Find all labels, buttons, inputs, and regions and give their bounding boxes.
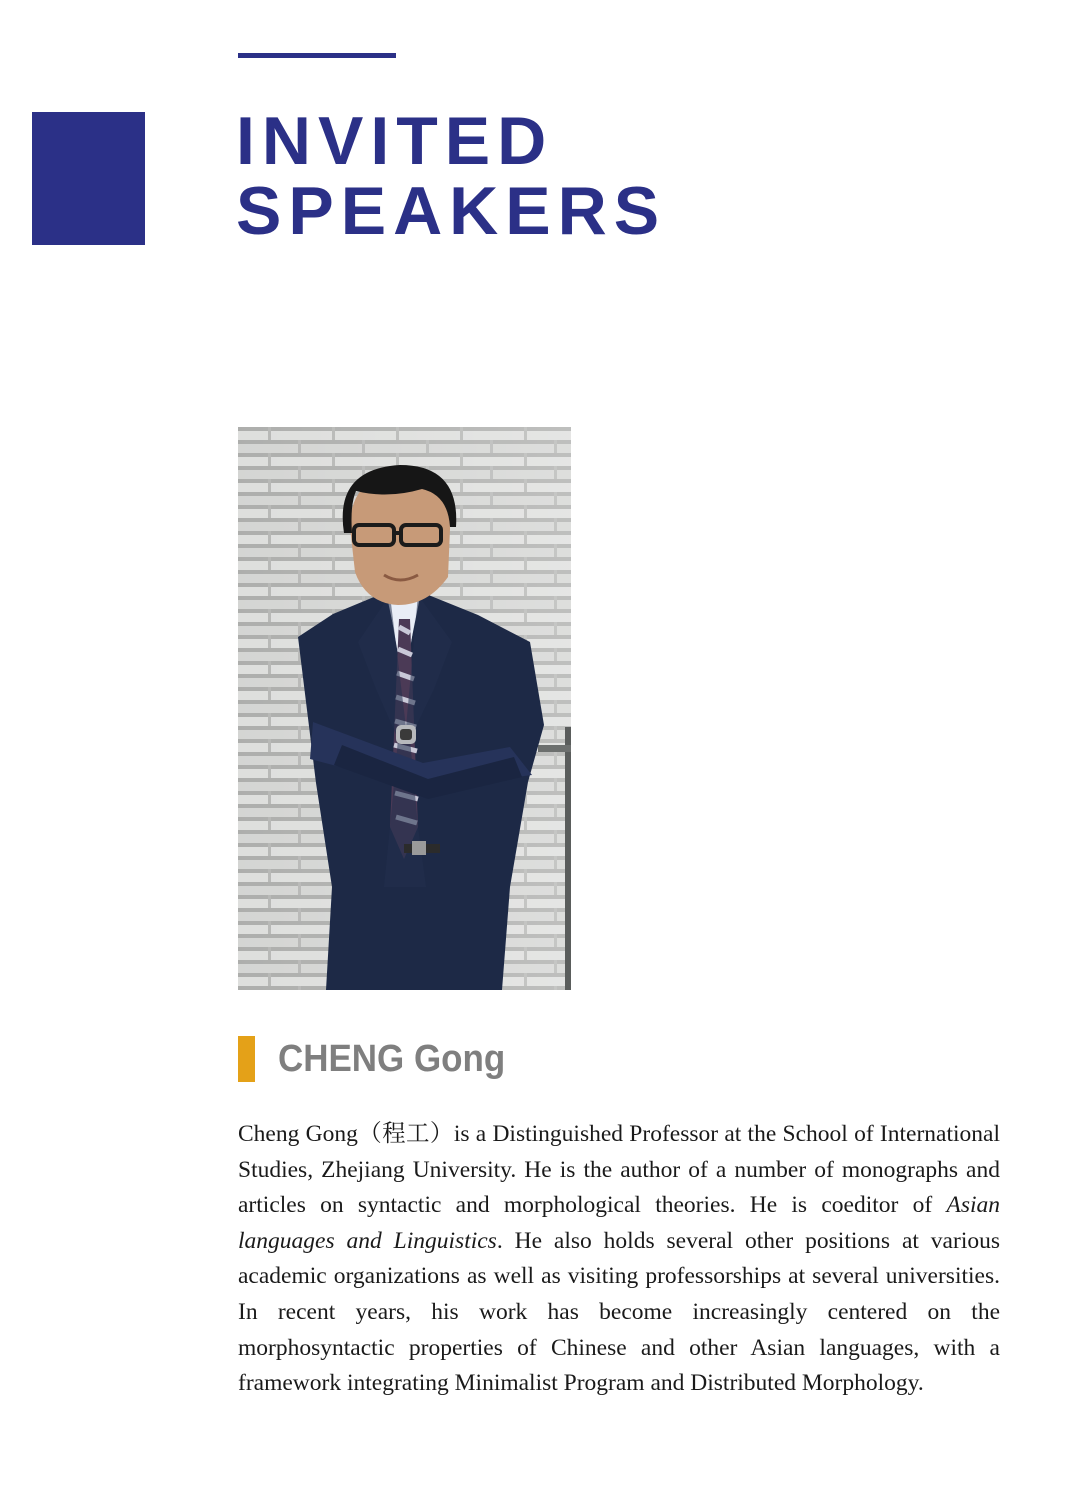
speaker-photo	[238, 427, 571, 990]
top-accent-rule	[238, 53, 396, 58]
bio-text-part-2: . He also holds several other positions at various academic organizations as well as visiting professorships at several universities. In recent years, his work has become increasingly centered on the morphosyntactic properties of Chinese and other Asian languages, with a framework integrating Minimalist Program and Distributed Morphology.	[238, 1227, 1000, 1397]
speaker-bio	[238, 1117, 1000, 1402]
page-title	[236, 103, 667, 249]
speaker-name-row	[238, 1036, 525, 1082]
bio-journal-title: Asian languages and Linguistics	[238, 1192, 1000, 1254]
speaker-name: CHENG Gong	[278, 1037, 506, 1080]
page-title-line-2: SPEAKERS	[236, 173, 667, 249]
name-accent-bar	[238, 1036, 255, 1082]
side-color-block	[32, 112, 145, 245]
bio-text-part-1: Cheng Gong（程工）is a Distinguished Professor at the School of International Studies, Zhejiang University. He is the author of a number of monographs and articles on syntactic and morphological theories. He is coeditor of	[238, 1121, 1000, 1219]
page-title-line-1: INVITED	[236, 103, 554, 179]
